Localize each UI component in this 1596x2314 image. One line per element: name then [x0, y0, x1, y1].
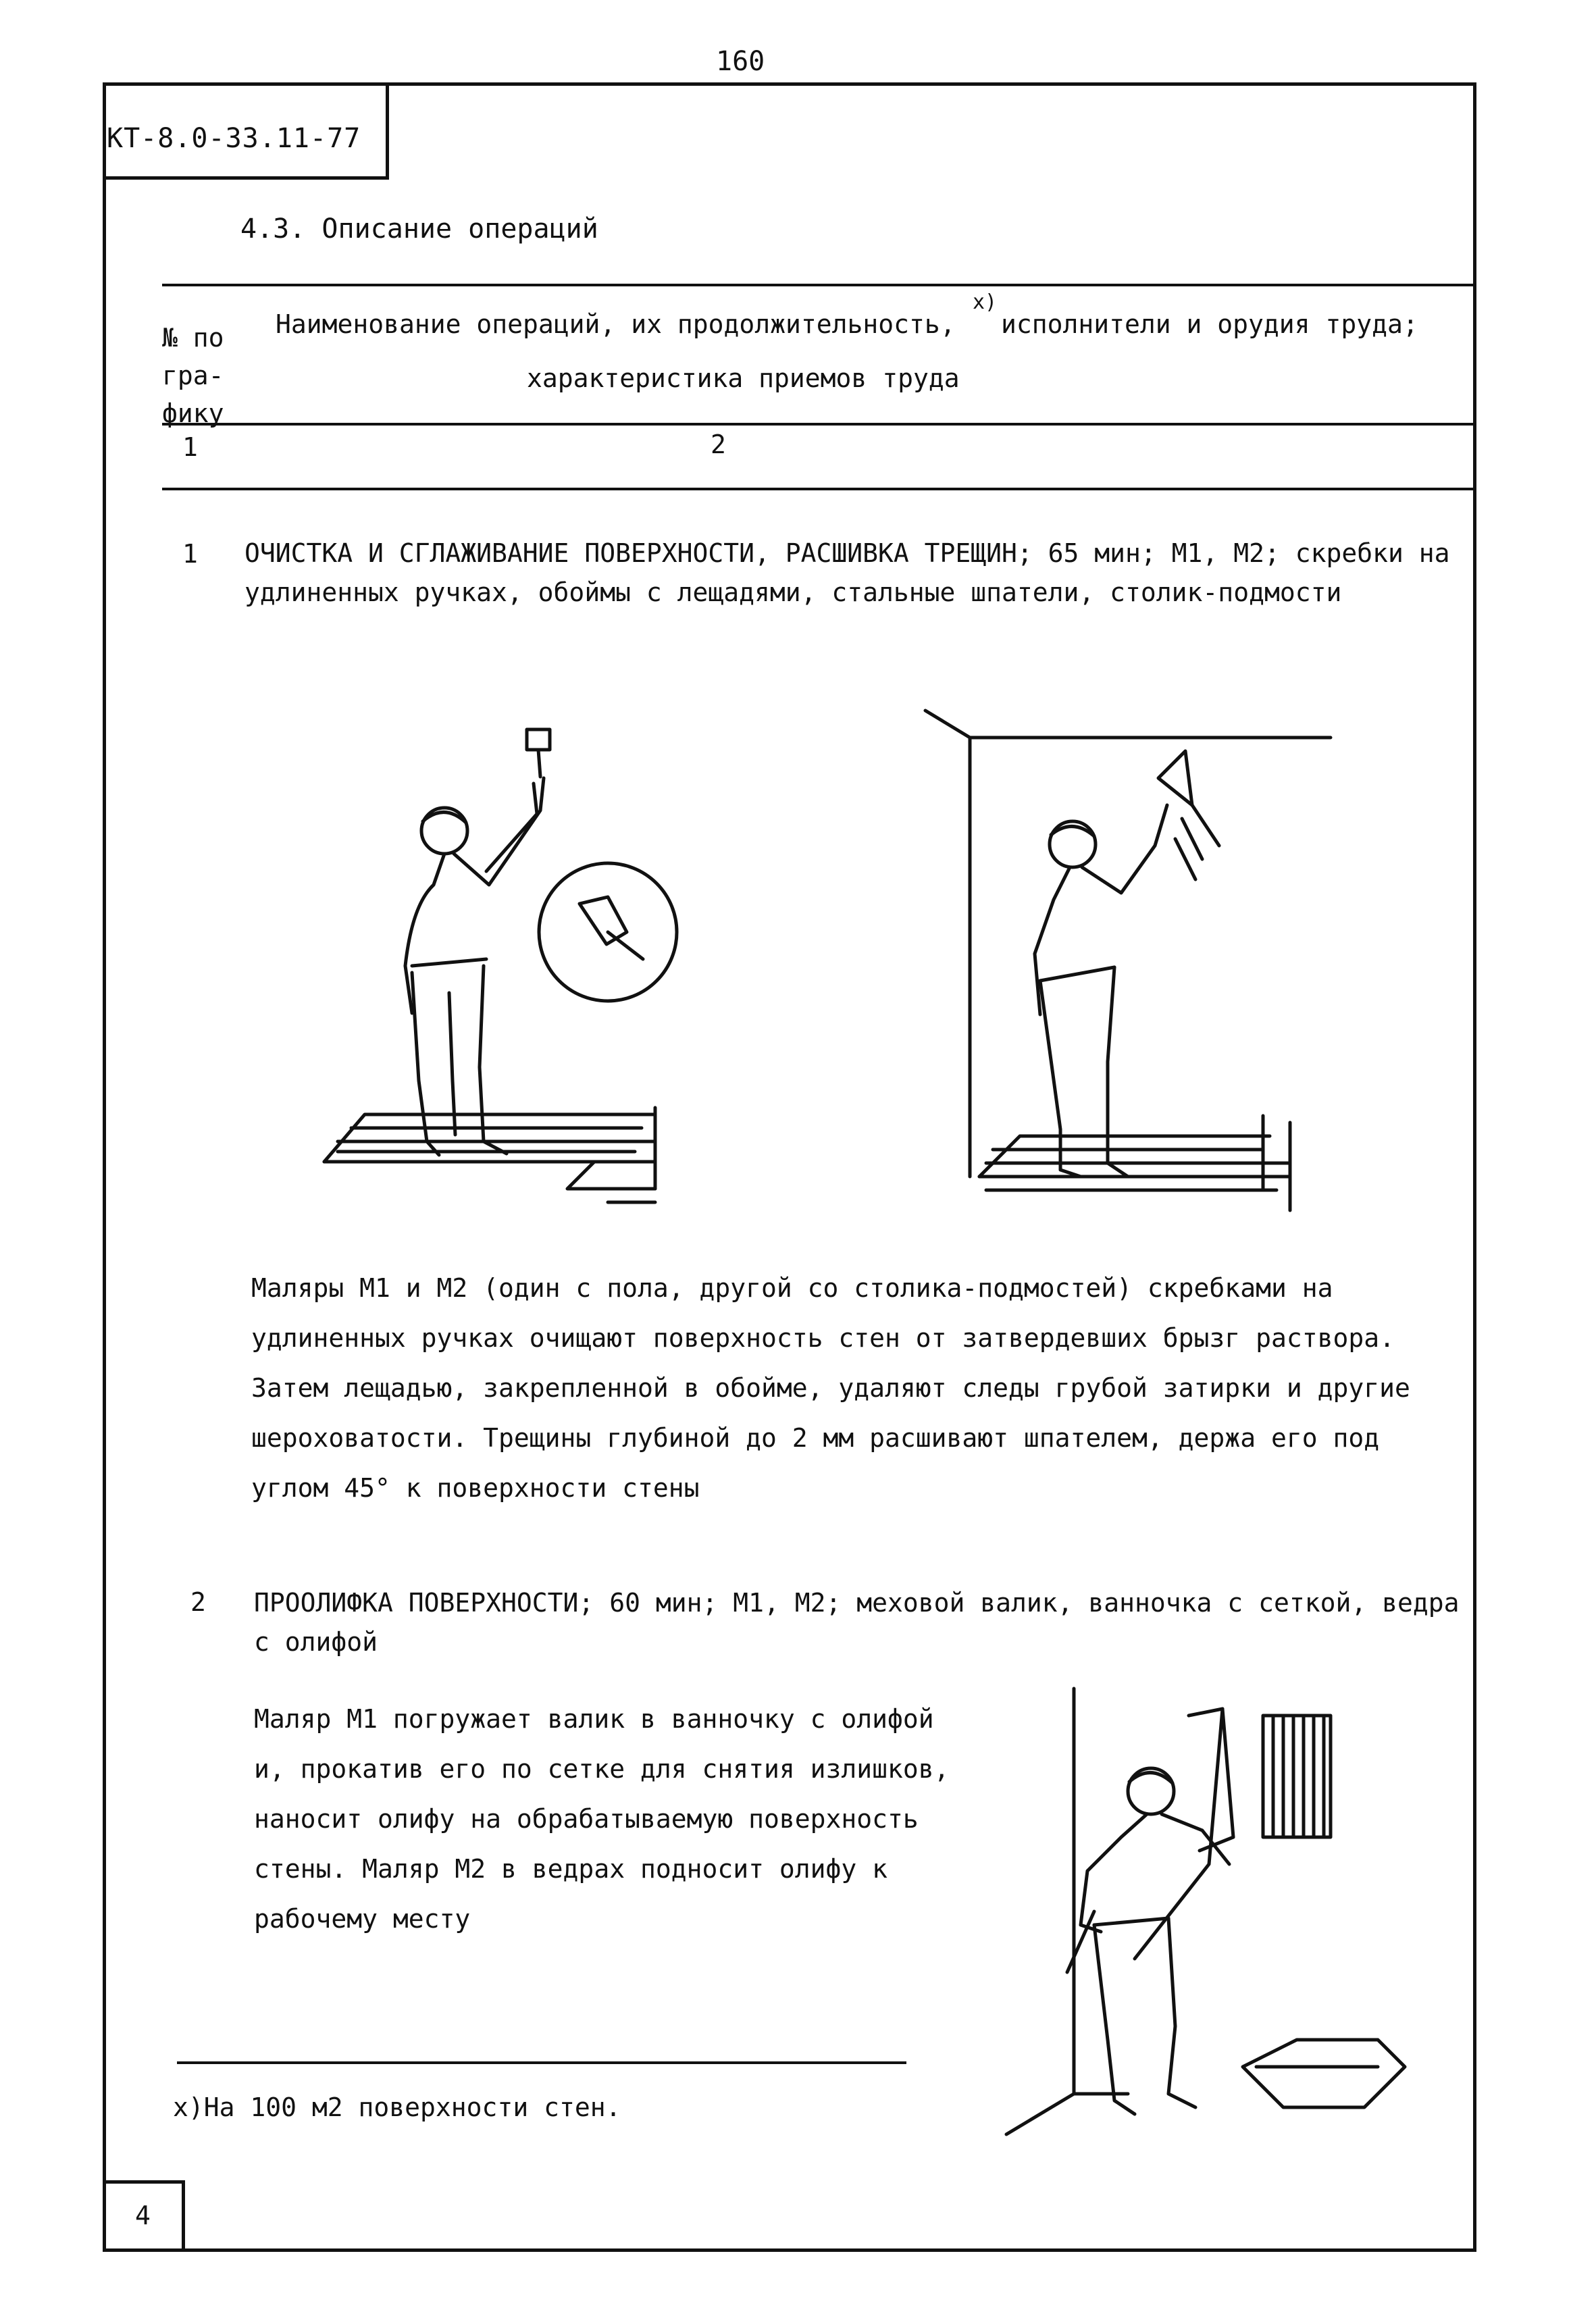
footnote: x)На 100 м2 поверхности стен. [173, 2092, 621, 2122]
table-header-col2-line1-rest: исполнители и орудия труда; [1001, 309, 1418, 339]
footnote-rule [177, 2061, 906, 2064]
illustration-oiling-with-roller [1000, 1689, 1439, 2134]
operation-1-description: Маляры М1 и М2 (один с пола, другой со столика-подмостей) скребками на удлиненных ручках очищают поверхность стен от затвердевших брызг раствора. Затем лещадью, закрепленной в обойме, удаляют следы грубой затирки и другие шероховатости. Трещины глубиной до 2 мм расшивают шпателем, держа его под углом 45° к поверхности стены [251, 1273, 1410, 1503]
illustration-scraping-from-scaffold [311, 729, 689, 1216]
table-rule-bottom [162, 488, 1476, 490]
table-rule-top [162, 284, 1476, 286]
table-header-col1: № по гра- фику [162, 323, 224, 428]
operation-2-title: ПРООЛИФКА ПОВЕРХНОСТИ; 60 мин; М1, М2; меховой валик, ванночка с сеткой, ведра с олифой [254, 1588, 1460, 1657]
operation-1-number: 1 [182, 539, 198, 569]
table-rule-mid [162, 423, 1476, 426]
operation-2-number: 2 [190, 1587, 206, 1617]
page-number: 160 [716, 46, 765, 77]
section-title: 4.3. Описание операций [240, 213, 598, 245]
table-col1-number: 1 [182, 432, 198, 462]
sheet-number: 4 [135, 2201, 151, 2230]
table-col2-number: 2 [711, 430, 726, 459]
operation-1-title: ОЧИСТКА И СГЛАЖИВАНИЕ ПОВЕРХНОСТИ, РАСШИВКА ТРЕЩИН; 65 мин; М1, М2; скребки на удлиненных ручках, обоймы с лещадями, стальные шпатели, столик-подмости [244, 538, 1450, 607]
table-header-col2-line1: Наименование операций, их продолжительность, [276, 309, 956, 339]
table-header-col2-line2: характеристика приемов труда [527, 363, 960, 393]
doc-code: КТ-8.0-33.11-77 [107, 123, 361, 154]
table-header-footnote-mark: x) [973, 290, 998, 314]
operation-2-description: Маляр М1 погружает валик в ванночку с олифой и, прокатив его по сетке для снятия излишков, наносит олифу на обрабатываемую поверхность стены. Маляр М2 в ведрах подносит олифу к рабочему месту [254, 1704, 950, 1934]
illustration-scraping-from-floor [925, 711, 1331, 1210]
